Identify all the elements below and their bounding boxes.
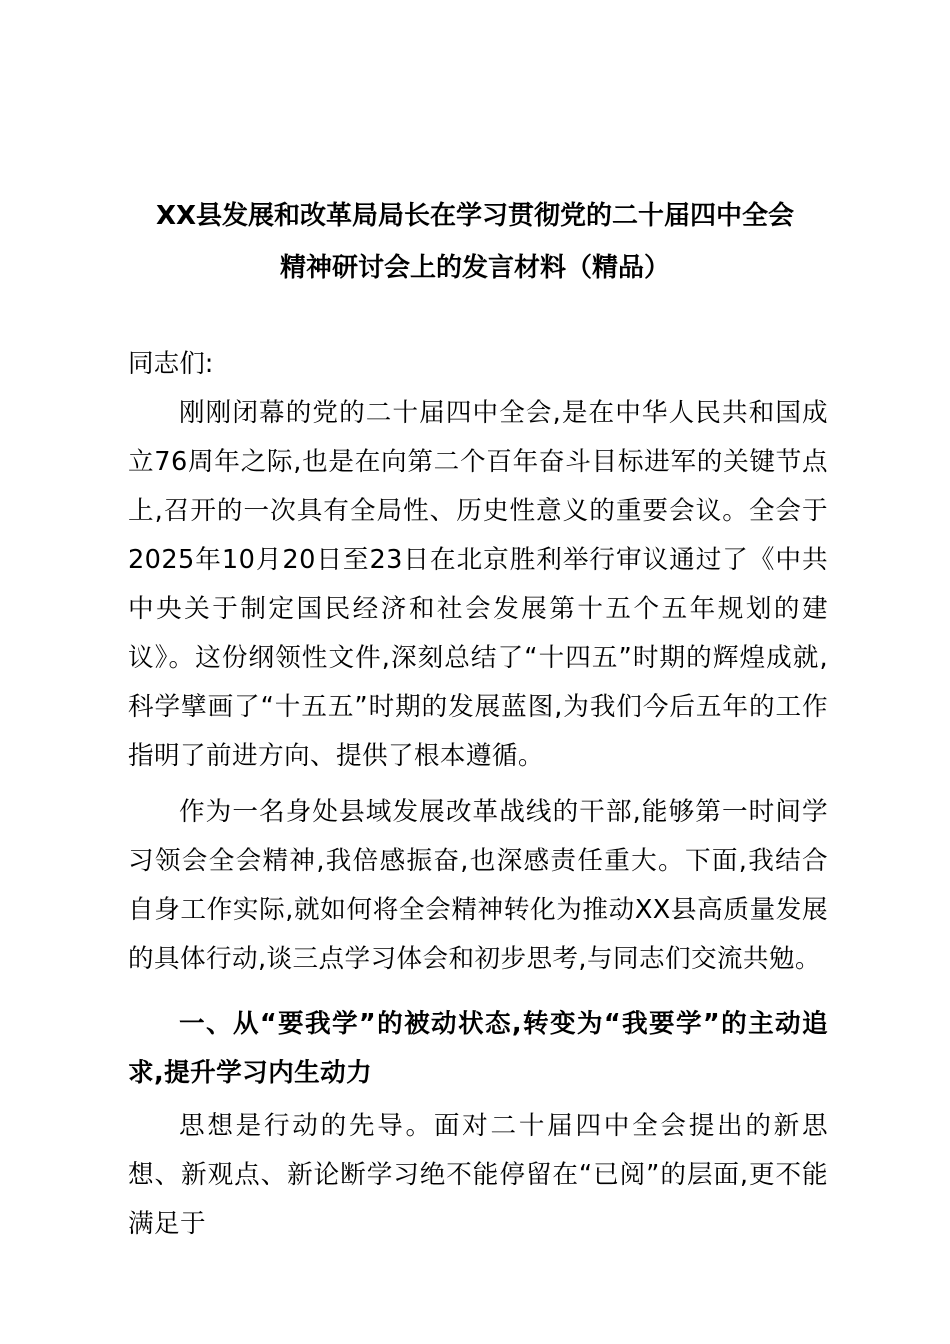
document-title-line-2: 精神研讨会上的发言材料（精品） xyxy=(279,253,670,283)
paragraph-3: 思想是行动的先导。面对二十届四中全会提出的新思想、新观点、新论断学习绝不能停留在“已阅”的层面,更不能满足于 xyxy=(128,1111,828,1239)
paragraph-1: 刚刚闭幕的党的二十届四中全会,是在中华人民共和国成立76周年之际,也是在向第二个百年奋斗目标进军的关键节点上,召开的一次具有全局性、历史性意义的重要会议。全会于2025年10月20日至23日在北京胜利举行审议通过了《中共中央关于制定国民经济和社会发展第十五个五年规划的建议》。这份纲领性文件,深刻总结了“十四五”时期的辉煌成就,科学擘画了“十五五”时期的发展蓝图,为我们今后五年的工作指明了前进方向、提供了根本遵循。 xyxy=(128,398,828,771)
paragraph-2: 作为一名身处县域发展改革战线的干部,能够第一时间学习领会全会精神,我倍感振奋,也深感责任重大。下面,我结合自身工作实际,就如何将全会精神转化为推动XX县高质量发展的具体行动,谈三点学习体会和初步思考,与同志们交流共勉。 xyxy=(128,797,828,974)
section-heading-1: 一、从“要我学”的被动状态,转变为“我要学”的主动追求,提升学习内生动力 xyxy=(128,1009,828,1088)
salutation: 同志们: xyxy=(128,349,214,379)
document-title-line-1: XX县发展和改革局局长在学习贯彻党的二十届四中全会 xyxy=(155,201,795,231)
